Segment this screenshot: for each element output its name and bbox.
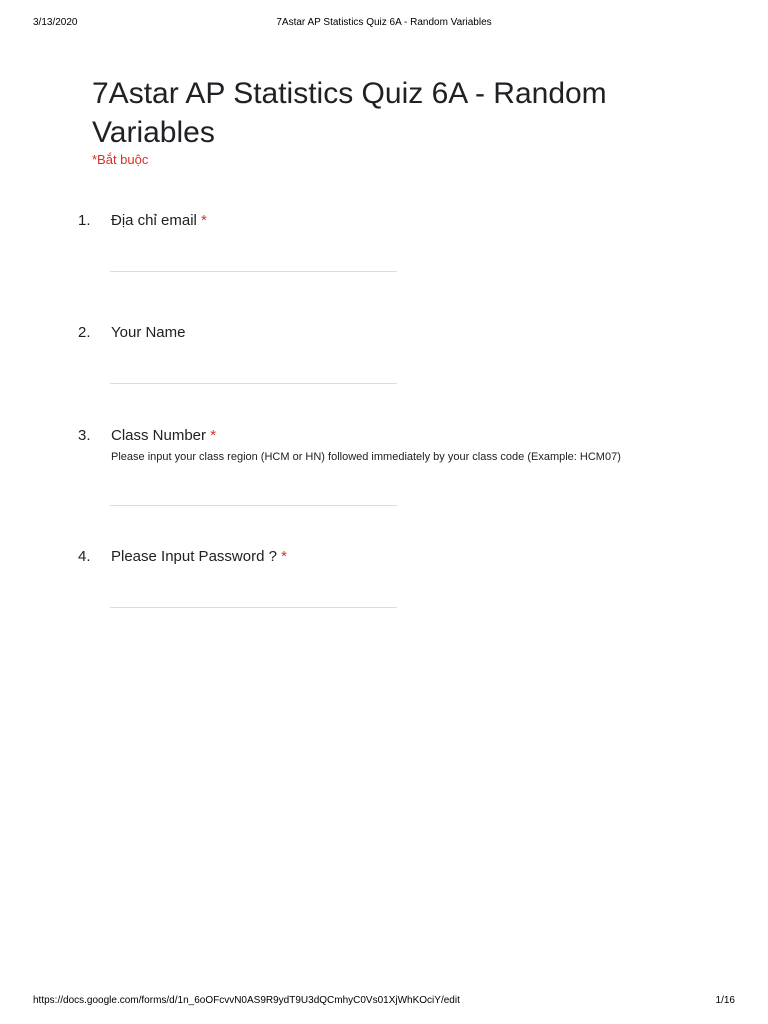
name-answer-field[interactable] — [110, 383, 397, 384]
required-asterisk: * — [281, 548, 287, 565]
question-your-name — [78, 324, 718, 388]
page-number: 1/16 — [715, 995, 735, 1006]
print-url: https://docs.google.com/forms/d/1n_6oOFcvvN0AS9R9ydT9U3dQCmhyC0Vs01XjWhKOciY/edit — [33, 995, 460, 1006]
question-number: 4. — [78, 548, 91, 565]
required-asterisk: * — [201, 212, 207, 229]
question-label-text: Class Number — [111, 427, 207, 444]
print-date: 3/13/2020 — [33, 17, 78, 28]
required-asterisk: * — [210, 427, 217, 444]
class-number-answer-field[interactable] — [110, 505, 397, 506]
question-label — [111, 212, 207, 229]
question-number: 2. — [78, 324, 91, 341]
question-number: 1. — [78, 212, 91, 229]
question-help-text: Please input your class region (HCM or HN) followed immediately by your class code (Example: HCM07) — [111, 451, 621, 463]
question-label — [111, 324, 186, 341]
question-label-text: Your Name — [111, 324, 186, 341]
print-footer — [0, 995, 768, 1009]
form-title: 7Astar AP Statistics Quiz 6A - Random Variables — [92, 77, 607, 149]
question-number: 3. — [78, 427, 91, 444]
question-label-text: Địa chỉ email — [111, 212, 197, 229]
question-label-text: Please Input Password ? — [111, 548, 277, 565]
question-password — [78, 548, 718, 612]
password-answer-field[interactable] — [110, 607, 397, 608]
email-answer-field[interactable] — [110, 271, 397, 272]
print-header — [0, 17, 768, 31]
question-label — [111, 548, 287, 565]
print-title: 7Astar AP Statistics Quiz 6A - Random Variables — [276, 17, 492, 28]
question-class-number — [78, 427, 718, 511]
question-email — [78, 212, 718, 276]
required-note: *Bắt buộc — [92, 152, 149, 167]
question-label — [111, 427, 216, 444]
